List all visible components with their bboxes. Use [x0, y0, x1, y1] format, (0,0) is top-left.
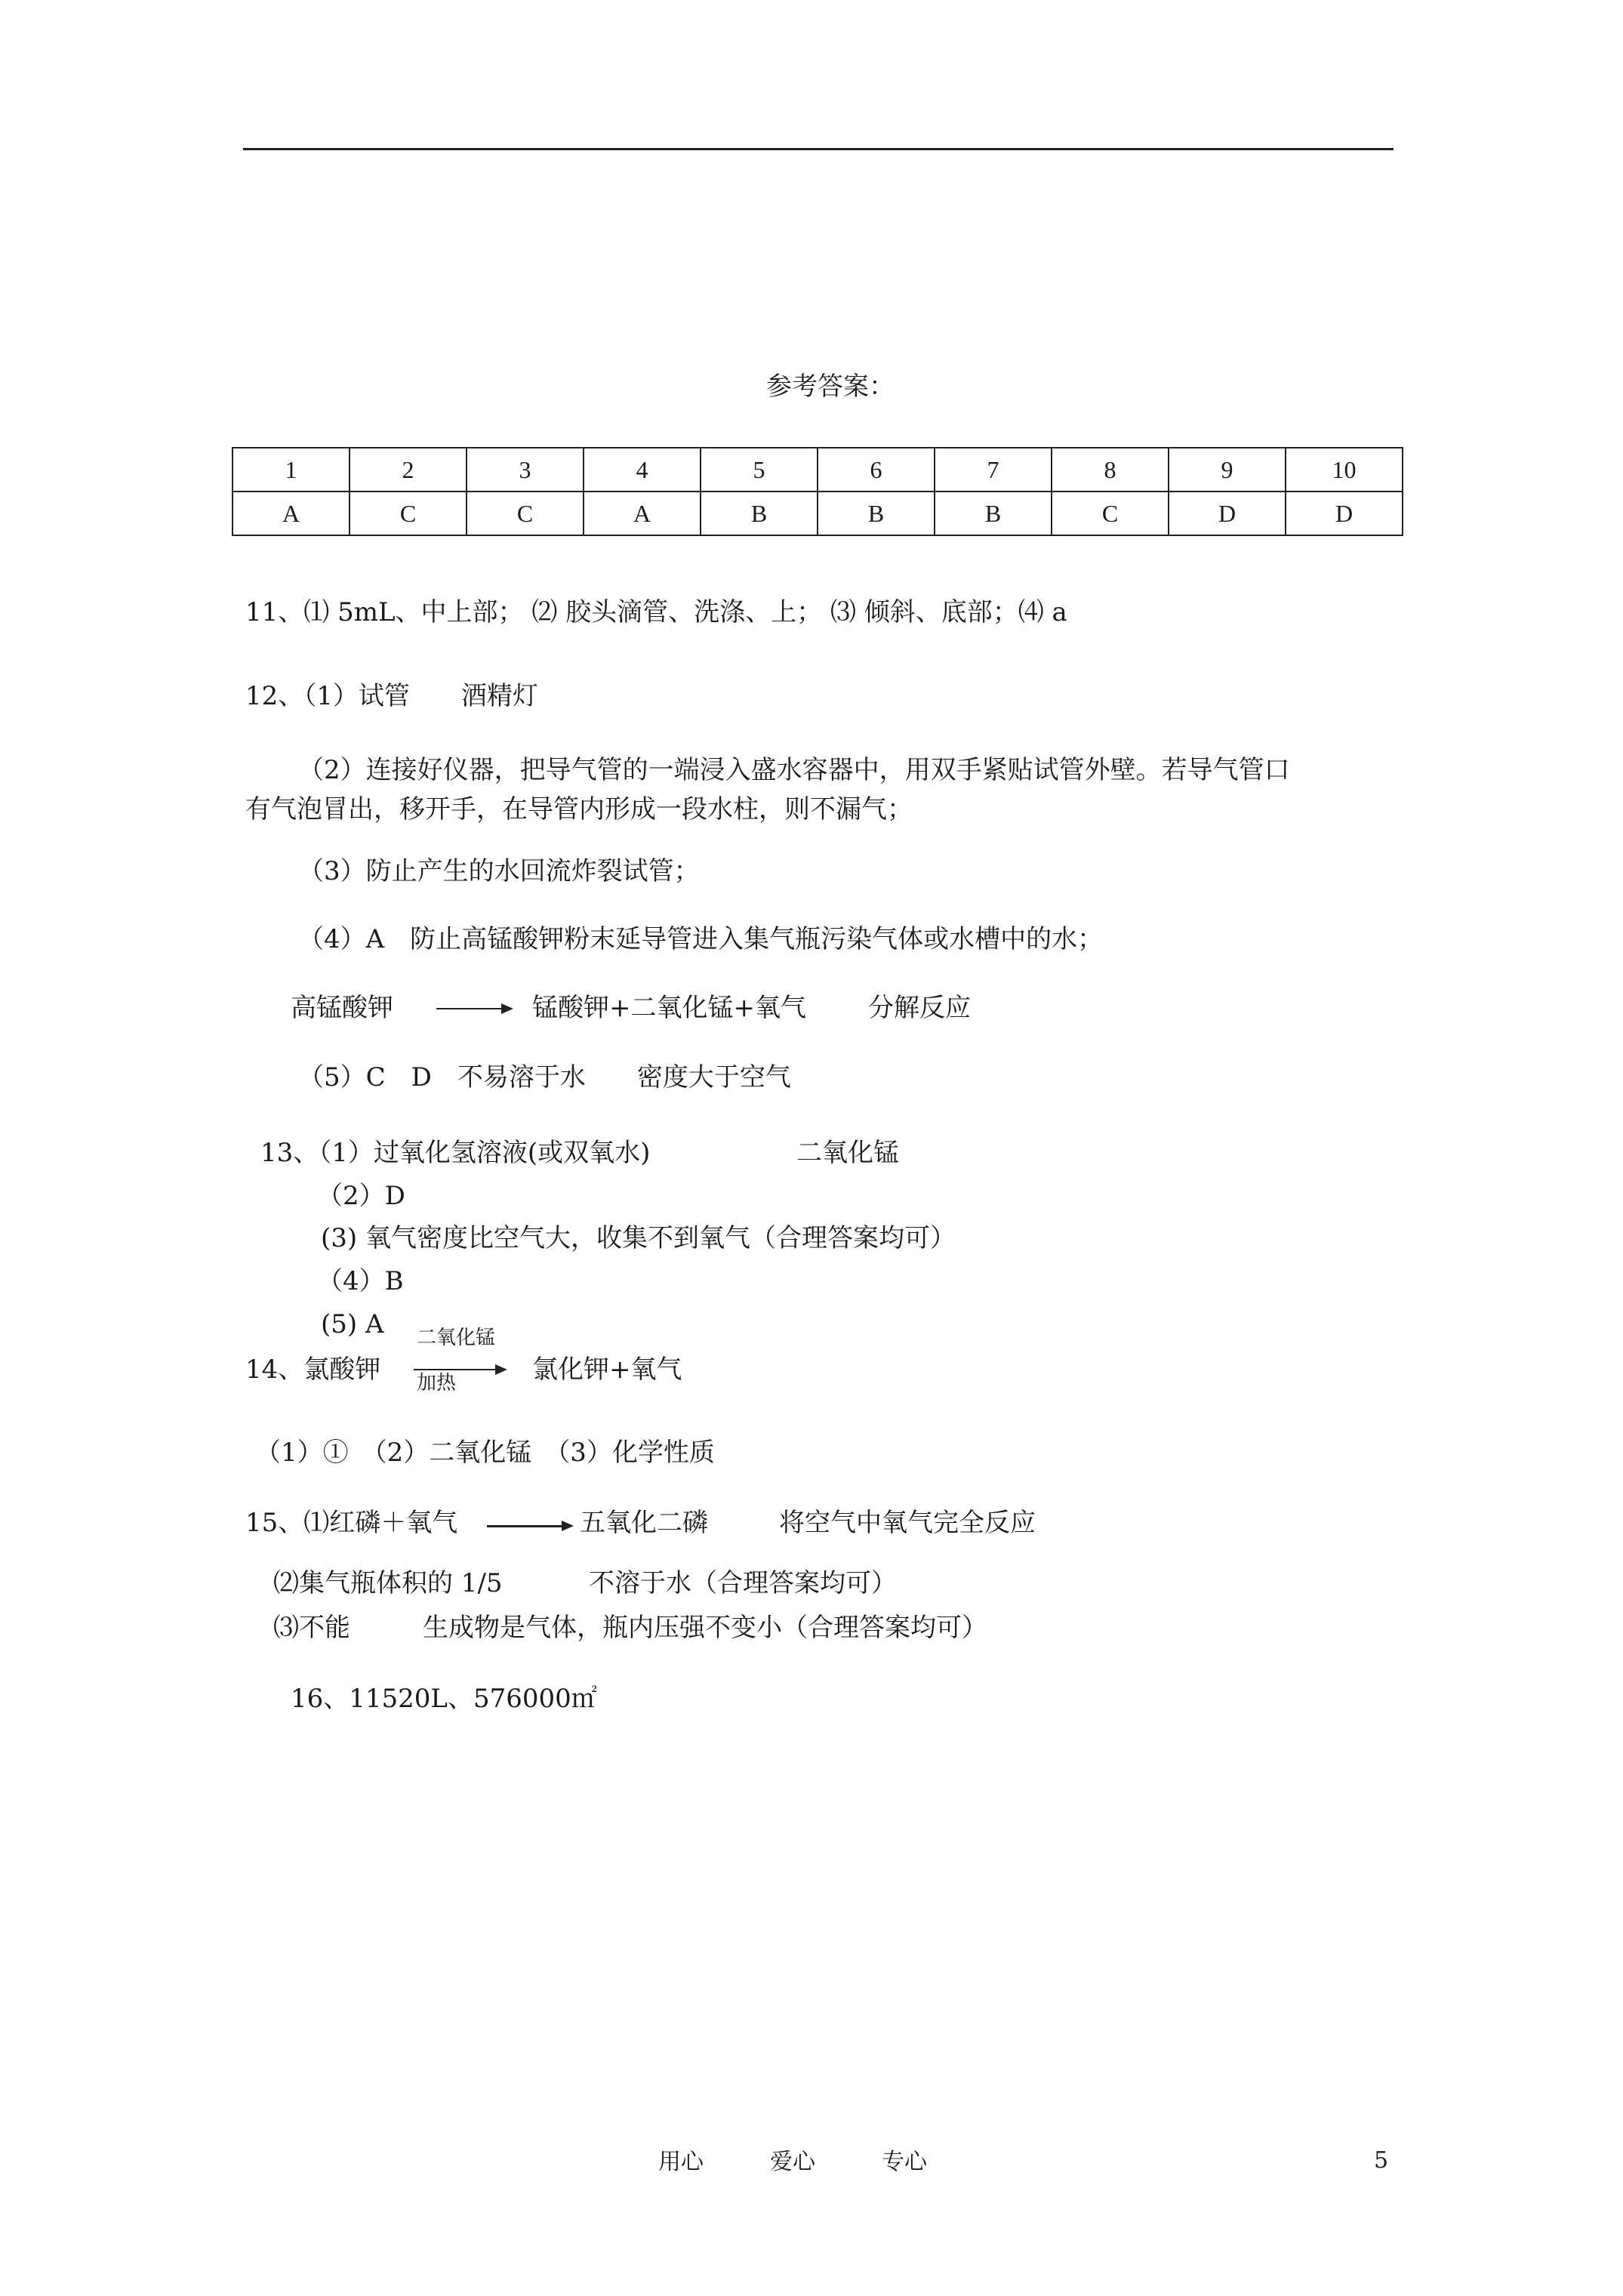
answer-table	[232, 447, 1403, 536]
answer-15-product: 五氧化二磷	[580, 1508, 708, 1538]
table-cell: B	[701, 492, 818, 535]
answer-13-part5: (5) A	[321, 1309, 384, 1339]
equation-14-catalyst: 二氧化锰	[417, 1327, 496, 1349]
equation-12-products: 锰酸钾+二氧化锰+氧气	[532, 993, 806, 1023]
table-row-answers	[233, 492, 1403, 535]
table-cell: B	[818, 492, 935, 535]
answer-14-reactant: 14、氯酸钾	[245, 1354, 381, 1385]
answer-15-reactant: 15、⑴红磷＋氧气	[245, 1508, 458, 1538]
answer-14-products: 氯化钾+氧气	[532, 1354, 682, 1385]
reaction-arrow-icon	[495, 1364, 507, 1375]
page-number: 5	[1374, 2147, 1389, 2174]
table-cell: 1	[233, 448, 350, 492]
table-cell: A	[584, 492, 701, 535]
table-cell: C	[350, 492, 467, 535]
equation-14-condition: 加热	[417, 1372, 457, 1395]
answer-11: 11、⑴ 5mL、中上部； ⑵ 胶头滴管、洗涤、上； ⑶ 倾斜、底部；⑷ a	[245, 597, 1067, 627]
table-cell: D	[1169, 492, 1286, 535]
table-cell: 9	[1169, 448, 1286, 492]
equation-12-reactant: 高锰酸钾	[291, 993, 393, 1023]
reaction-arrow-line	[436, 1008, 503, 1009]
table-cell: 3	[467, 448, 584, 492]
answer-12-part2-line2: 有气泡冒出，移开手，在导管内形成一段水柱，则不漏气；	[245, 794, 913, 824]
answer-15-part3: ⑶不能	[273, 1613, 350, 1643]
answer-13-part3: (3) 氧气密度比空气大，收集不到氧气（合理答案均可）	[321, 1223, 956, 1253]
page-title: 参考答案：	[766, 371, 895, 402]
table-cell: 5	[701, 448, 818, 492]
footer-word: 用心	[658, 2149, 704, 2175]
reaction-arrow-icon	[562, 1521, 574, 1531]
table-cell: 7	[935, 448, 1052, 492]
answer-12-part3: （3）防止产生的水回流炸裂试管；	[298, 856, 700, 886]
table-cell: C	[467, 492, 584, 535]
answer-16: 16、11520L、576000㎡	[291, 1684, 597, 1714]
answer-13-part2: （2）D	[317, 1181, 405, 1211]
table-cell: 4	[584, 448, 701, 492]
answer-13-part4: （4）B	[317, 1266, 404, 1296]
footer-word: 爱心	[770, 2149, 815, 2175]
answer-12-part4: （4）A 防止高锰酸钾粉末延导管进入集气瓶污染气体或水槽中的水；	[298, 924, 1104, 954]
table-cell: 8	[1052, 448, 1169, 492]
table-row-questions	[233, 448, 1403, 492]
answer-13-part1: 13、（1）过氧化氢溶液(或双氧水)	[260, 1138, 651, 1168]
answer-15-note: 将空气中氧气完全反应	[779, 1508, 1036, 1538]
table-cell: 10	[1286, 448, 1403, 492]
header-rule	[243, 148, 1394, 150]
answer-15-part3-note: 生成物是气体，瓶内压强不变小（合理答案均可）	[423, 1613, 987, 1643]
table-cell: 2	[350, 448, 467, 492]
reaction-arrow-line	[487, 1525, 562, 1527]
answer-13-part1-catalyst: 二氧化锰	[796, 1138, 899, 1168]
table-cell: C	[1052, 492, 1169, 535]
answer-14-subparts: （1）① （2）二氧化锰 （3）化学性质	[255, 1438, 715, 1468]
table-cell: A	[233, 492, 350, 535]
answer-15-part2: ⑵集气瓶体积的 1/5	[273, 1568, 503, 1598]
reaction-arrow-icon	[501, 1003, 513, 1014]
equation-12-type: 分解反应	[868, 993, 971, 1023]
table-cell: B	[935, 492, 1052, 535]
footer-word: 专心	[882, 2149, 927, 2175]
answer-15-part2-note: 不溶于水（合理答案均可）	[589, 1568, 897, 1598]
answer-12-part5: （5）C D 不易溶于水 密度大于空气	[298, 1062, 791, 1093]
reaction-arrow-line	[414, 1369, 497, 1370]
answer-12-part2-line1: （2）连接好仪器，把导气管的一端浸入盛水容器中，用双手紧贴试管外壁。若导气管口	[298, 755, 1290, 785]
answer-12-part1: 12、（1）试管 酒精灯	[245, 681, 538, 711]
table-cell: 6	[818, 448, 935, 492]
table-cell: D	[1286, 492, 1403, 535]
